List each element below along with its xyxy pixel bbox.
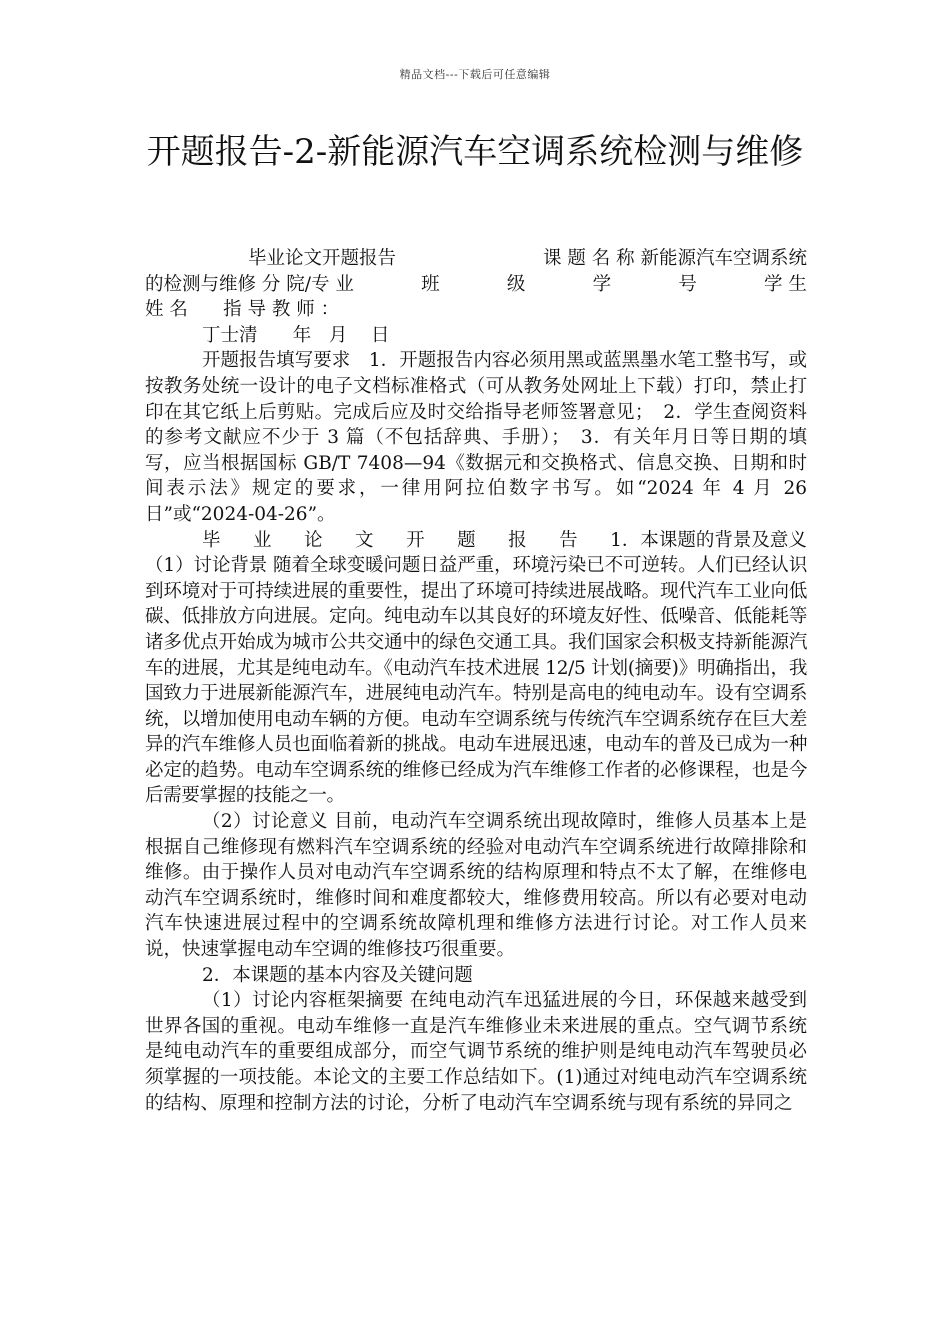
significance-paragraph: （2）讨论意义 目前，电动汽车空调系统出现故障时，维修人员基本上是根据自己维修现有燃料汽车空调系统的经验对电动汽车空调系统进行故障排除和维修。由于操作人员对电动汽车空调系统的结构原理和特点不太了解，在维修电动汽车空调系统时，维修时间和难度都较大，维修费用较高。所以有必要对电动汽车快速进展过程中的空调系统故障机理和维修方法进行讨论。对工作人员来说，快速掌握电动车空调的维修技巧很重要。	[145, 811, 807, 961]
document-title: 开题报告-2-新能源汽车空调系统检测与维修	[146, 132, 804, 172]
page-header-note: 精品文档---下载后可任意编辑	[399, 68, 551, 81]
cover-report-label: 毕业论文开题报告	[248, 248, 397, 269]
section1-heading	[145, 528, 807, 554]
heading-char: 报	[508, 529, 527, 551]
section1-heading-text: 1．本课题的背景及意义	[610, 529, 807, 551]
cover-field: 学 生	[764, 273, 807, 295]
content-abstract-paragraph: （1）讨论内容框架摘要 在纯电动汽车迅猛进展的今日，环保越来越受到世界各国的重视。电动车维修一直是汽车维修业未来进展的重点。空气调节系统是纯电动汽车的重要组成部分，而空气调节系统的维护则是纯电动汽车驾驶员必须掌握的一项技能。本论文的主要工作总结如下。(1)通过对纯电动汽车空调系统的结构、原理和控制方法的讨论，分析了电动汽车空调系统与现有系统的异同之	[145, 990, 807, 1114]
section2-heading: 2．本课题的基本内容及关键问题	[202, 964, 473, 986]
cover-field: 学	[592, 273, 612, 295]
cover-line-3: 姓 名 指 导 教 师 ：	[145, 299, 340, 321]
cover-field: 班	[421, 273, 440, 295]
cover-line-4: 丁士清 年 月 日	[202, 324, 390, 346]
heading-char: 文	[355, 529, 374, 551]
heading-char: 告	[559, 529, 578, 551]
cover-line-1	[145, 246, 807, 272]
background-paragraph: （1）讨论背景 随着全球变暖问题日益严重，环境污染已不可逆转。人们已经认识到环境对于可持续进展的重要性，提出了环境可持续进展战略。现代汽车工业向低碳、低排放方向进展。定向。纯电动车以其良好的环境友好性、低噪音、低能耗等诸多优点开始成为城市公共交通中的绿色交通工具。我们国家会积极支持新能源汽车的进展，尤其是纯电动车。《电动汽车技术进展 12/5 计划(摘要)》明确指出，我国致力于进展新能源汽车，进展纯电动汽车。特别是高电的纯电动车。设有空调系统，以增加使用电动车辆的方便。电动车空调系统与传统汽车空调系统存在巨大差异的汽车维修人员也面临着新的挑战。电动车进展迅速，电动车的普及已成为一种必定的趋势。电动车空调系统的维修已经成为汽车维修工作者的必修课程，也是今后需要掌握的技能之一。	[145, 555, 807, 807]
heading-char: 论	[304, 529, 323, 551]
heading-char: 毕	[202, 529, 221, 551]
heading-char: 业	[253, 529, 272, 551]
cover-topic-label: 课 题 名 称 新能源汽车空调系统	[542, 248, 807, 269]
requirements-paragraph: 开题报告填写要求 1．开题报告内容必须用黑或蓝黑墨水笔工整书写，或按教务处统一设计的电子文档标准格式（可从教务处网址上下载）打印，禁止打印在其它纸上后剪贴。完成后应及时交给指导老师签署意见； 2．学生查阅资料的参考文献应不少于 3 篇（不包括辞典、手册）； 3．有关年月日等日期的填写，应当根据国标 GB/T 7408—94《数据元和交换格式、信息交换、日期和时间表示法》规定的要求，一律用阿拉伯数字书写。如“2024 年 4 月 26 日”或“2024-04-26”。	[145, 350, 807, 525]
cover-field: 号	[678, 273, 697, 295]
cover-field: 级	[506, 273, 526, 295]
cover-line-2	[145, 272, 807, 298]
heading-char: 题	[457, 529, 476, 551]
cover-field: 的检测与维修 分 院/专 业	[145, 273, 354, 295]
heading-char: 开	[406, 529, 425, 551]
document-body	[145, 246, 807, 1116]
